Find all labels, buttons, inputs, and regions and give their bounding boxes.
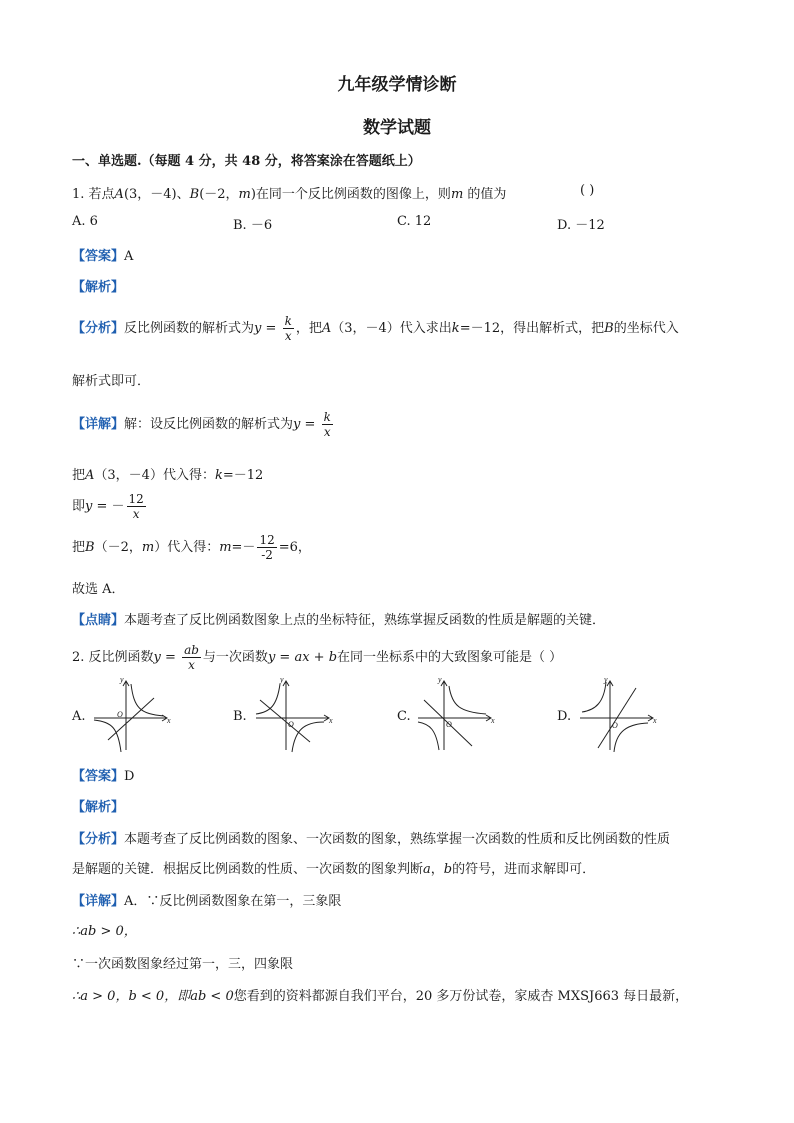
denominator: x [188,658,195,672]
watermark-text: 您看到的资料都源自我们平台，20 多万份试卷，家威杏 MXSJ663 每日最新， [233,989,689,1004]
q2-last-line [72,985,688,1004]
numerator: ab [184,643,199,657]
text: 解：设反比例函数的解析式为 [124,417,294,432]
text: ， [430,862,444,877]
page-title: 九年级学情诊断 [337,75,457,95]
text: 本题考查了反比例函数的图象、一次函数的图象，熟练掌握一次函数的性质和反比例函数的性质 [124,832,671,847]
text: 即 [72,499,86,514]
q2-option-a-label: A. [72,709,86,724]
text: =－ [231,540,256,555]
page-subtitle: 数学试题 [363,118,431,138]
x-label: x [329,716,333,725]
graph-option-c [414,676,496,754]
hyperbola-branch [418,722,439,750]
var-y: y [254,321,262,336]
hyperbola-branch [582,682,606,712]
hyperbola-branch [94,720,121,752]
text: 2. 反比例函数 [72,650,154,665]
numerator: k [323,410,331,424]
var-y: y [85,499,93,514]
var-y: y [267,650,276,665]
text: =－12，得出解析式，把 [459,321,605,336]
q1-step3 [72,533,311,562]
text: （－2， [94,540,142,555]
inequality: ab < 0 [190,989,234,1004]
var-y: y [293,417,301,432]
q1-step2 [72,492,148,521]
q1-analysis-tag: 【解析】 [72,280,125,295]
q1-xiangjie [72,410,335,439]
q2-option-d-label: D. [557,709,572,724]
var-a: a [423,862,431,877]
var-a: A [85,468,95,483]
fraction-12-over-x [127,492,146,521]
hyperbola-branch [131,684,164,716]
text: 的符号，进而求解即可． [452,862,596,877]
y-label: y [438,676,442,684]
var-m: m [141,540,155,555]
denominator: x [132,507,140,521]
text: 本题考查了反比例函数图象上点的坐标特征，熟练掌握反函数的性质是解题的关键． [124,613,606,628]
answer-tag: 【答案】 [72,769,125,784]
q1-option-d: D. －12 [557,218,605,233]
graph-option-a [90,676,172,754]
q1-stem-text: 的值为 [463,187,507,202]
text: A．∵反比例函数图象在第一，三象限 [124,894,342,909]
linear-line [108,698,154,740]
numerator: 12 [128,492,144,506]
graph-option-d [576,676,658,754]
q2-stem [72,643,562,672]
origin-label: O [288,720,294,729]
text: 是解题的关键．根据反比例函数的性质、一次函数的图象判断 [72,862,424,877]
y-label: y [280,676,284,684]
x-label: x [653,716,657,725]
xiangjie-tag: 【详解】 [72,417,125,432]
fenxi-tag: 【分析】 [72,832,125,847]
var-b: B [604,321,614,336]
y-label: y [604,676,608,684]
text: =6， [278,540,311,555]
linear-expression: = ax + b [275,650,338,665]
q1-answer [72,245,133,264]
q1-option-c: C. 12 [397,214,432,229]
q2-answer [72,765,134,784]
q2-option-b-label: B. [233,709,247,724]
x-label: x [491,716,495,725]
text: ）代入得： [154,540,220,555]
text: ，把 [295,321,322,336]
text: = － [92,499,125,514]
xiangjie-tag: 【详解】 [72,894,125,909]
answer-value: D [124,769,135,784]
inequality: ∴a > 0， [72,989,129,1004]
q1-fenxi-line2: 解析式即可． [72,374,151,389]
q1-point-b: B [189,187,200,202]
q1-stem-text: 1. 若点 [72,187,115,202]
text: = [300,417,320,432]
origin-label: O [117,710,123,719]
denominator: x [323,425,331,439]
section-heading: 一、单选题.（每题 4 分，共 48 分，将答案涂在答题纸上） [72,154,421,169]
q2-xiangjie [72,890,341,909]
text: 把 [72,540,86,555]
numerator: k [284,314,292,328]
q2-line-linear: ∵一次函数图象经过第一，三，四象限 [72,957,294,972]
text: （3，－4）代入得： [94,468,215,483]
denominator: x [284,329,292,343]
text: 把 [72,468,86,483]
q1-var-m: m [238,187,251,202]
text: 在同一坐标系中的大致图象可能是（ ） [337,650,563,665]
text: = [160,650,181,665]
numerator: 12 [259,533,275,547]
inequality: b < 0，即 [128,989,191,1004]
answer-tag: 【答案】 [72,249,125,264]
fraction-ab-over-x [182,643,201,672]
q2-fenxi-line1 [72,828,670,847]
var-y: y [153,650,161,665]
graph-option-b [252,676,334,754]
q1-option-a: A. 6 [72,214,98,229]
var-b: B [85,540,95,555]
q1-point-a: A [114,187,124,202]
fraction-k-over-x [283,314,294,343]
y-label: y [120,676,124,684]
var-b: b [443,862,453,877]
origin-label: O [446,720,452,729]
x-label: x [167,716,171,725]
q1-var-m: m [450,187,464,202]
answer-value: A [124,249,134,264]
fraction-12-over-neg2 [257,533,276,562]
fenxi-tag: 【分析】 [72,321,125,336]
text: =－12 [222,468,264,483]
q2-analysis-tag: 【解析】 [72,800,125,815]
hyperbola-branch [449,686,486,714]
q2-option-c-label: C. [397,709,411,724]
var-k: k [451,321,460,336]
var-k: k [214,468,223,483]
hyperbola-branch [256,684,280,714]
q2-fenxi-line2 [72,858,595,877]
text: （3，－4）代入求出 [331,321,452,336]
q1-stem-text: (3，－4)、 [123,187,190,202]
q1-dianjing [72,609,605,628]
text: 的坐标代入 [613,321,679,336]
fraction-k-over-x [322,410,333,439]
q1-fenxi [72,314,679,343]
hyperbola-branch [292,722,324,752]
q2-line-ab [72,920,137,939]
var-a: A [321,321,332,336]
origin-label: O [612,721,618,730]
linear-line [260,700,310,742]
q1-stem-text: (－2， [199,187,239,202]
hyperbola-branch [614,723,648,752]
text: 反比例函数的解析式为 [124,321,255,336]
q1-stem-text: )在同一个反比例函数的图像上，则 [250,187,451,202]
q1-option-b: B. －6 [233,218,273,233]
dianjing-tag: 【点睛】 [72,613,125,628]
text: = [261,321,281,336]
q1-step4: 故选 A． [72,582,125,597]
inequality: ∴ab > 0， [72,924,137,939]
q1-step1 [72,464,263,483]
denominator: -2 [261,548,273,562]
q1-stem [72,183,506,202]
var-m: m [219,540,232,555]
q1-answer-paren: ( ) [580,183,595,198]
text: 与一次函数 [202,650,268,665]
